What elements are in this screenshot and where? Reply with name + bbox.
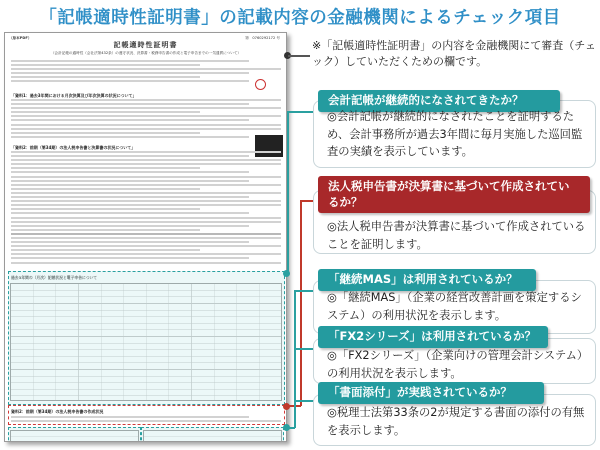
highlight-fx2 bbox=[141, 427, 284, 442]
doc-heading-1: 「資料1：過去3年間における月次決算及び年次決算の状況について」 bbox=[11, 93, 137, 98]
panel-text-shomen-tenpu: ◎税理士法第33条の2が規定する書面の添付の有無を表示します。 bbox=[327, 406, 585, 437]
connector-audit-v bbox=[287, 111, 289, 273]
connector-tax-v bbox=[300, 200, 302, 406]
panel-text-keizoku-mas: ◎「継続MAS」（企業の経営改善計画を策定するシステム）の利用状況を表示します。 bbox=[327, 291, 582, 322]
page-title: 「記帳適時性証明書」の記載内容の金融機関によるチェック項目 bbox=[39, 8, 561, 28]
doc-header-lines bbox=[11, 60, 281, 85]
doc-title: 記帳適時性証明書 bbox=[113, 41, 178, 49]
explanatory-note: ※「記帳適時性証明書」の内容を金融機関にて審査（チェック）していただくための欄です。 bbox=[312, 39, 596, 68]
doc-heading-2: 「資料2：前期（第34期）の法人税申告書と決算書の状況について」 bbox=[11, 145, 136, 150]
doc-ref: （原本PDF） bbox=[9, 36, 32, 40]
panel-text-continuous-bookkeeping: ◎会計記帳が継続的になされたことを証明するため、会計事務所が過去3年間に毎月実施した巡回監査の実績を表示しています。 bbox=[327, 110, 583, 158]
panel-label-keizoku-mas: 「継続MAS」は利用されているか？ bbox=[318, 269, 536, 291]
doc-foot-caption: 資料2：前期（第34期）の法人税申告書の作成状況 bbox=[11, 409, 104, 414]
panel-label-fx2: 「FX2シリーズ」は利用されているか？ bbox=[318, 326, 548, 348]
panel-text-fx2: ◎「FX2シリーズ」（企業向けの管理会計システム）の利用状況を表示します。 bbox=[327, 349, 589, 380]
panel-label-shomen-tenpu: 「書面添付」が実践されているか？ bbox=[318, 382, 544, 404]
highlight-mas bbox=[8, 427, 141, 442]
doc-number: 第 0760292172 号 bbox=[245, 36, 280, 40]
highlight-audit-table bbox=[8, 271, 285, 405]
connector-mas-v bbox=[294, 290, 296, 428]
panel-label-tax-return: 法人税申告書が決算書に基づいて作成されているか？ bbox=[318, 176, 590, 213]
panel-label-continuous-bookkeeping: 会計記帳が継続的になされてきたか？ bbox=[318, 90, 560, 112]
certificate-document bbox=[4, 32, 287, 442]
connector-note bbox=[288, 55, 310, 57]
doc-body-lines-2 bbox=[11, 151, 281, 266]
panel-text-tax-return: ◎法人税申告書が決算書に基づいて作成されていることを証明します。 bbox=[327, 220, 586, 251]
doc-subtitle: （会計記帳の適時性（会社法第432条）の遵守状況、決算書・税務申告書の作成と電子申告までの一気通貫について） bbox=[50, 51, 242, 55]
seal-stamp bbox=[255, 79, 266, 90]
table-caption: 過去3年間の（月次）記帳状況と電子申告について bbox=[11, 275, 98, 280]
doc-foot-lines bbox=[11, 416, 281, 424]
doc-body-lines-1 bbox=[11, 99, 281, 140]
